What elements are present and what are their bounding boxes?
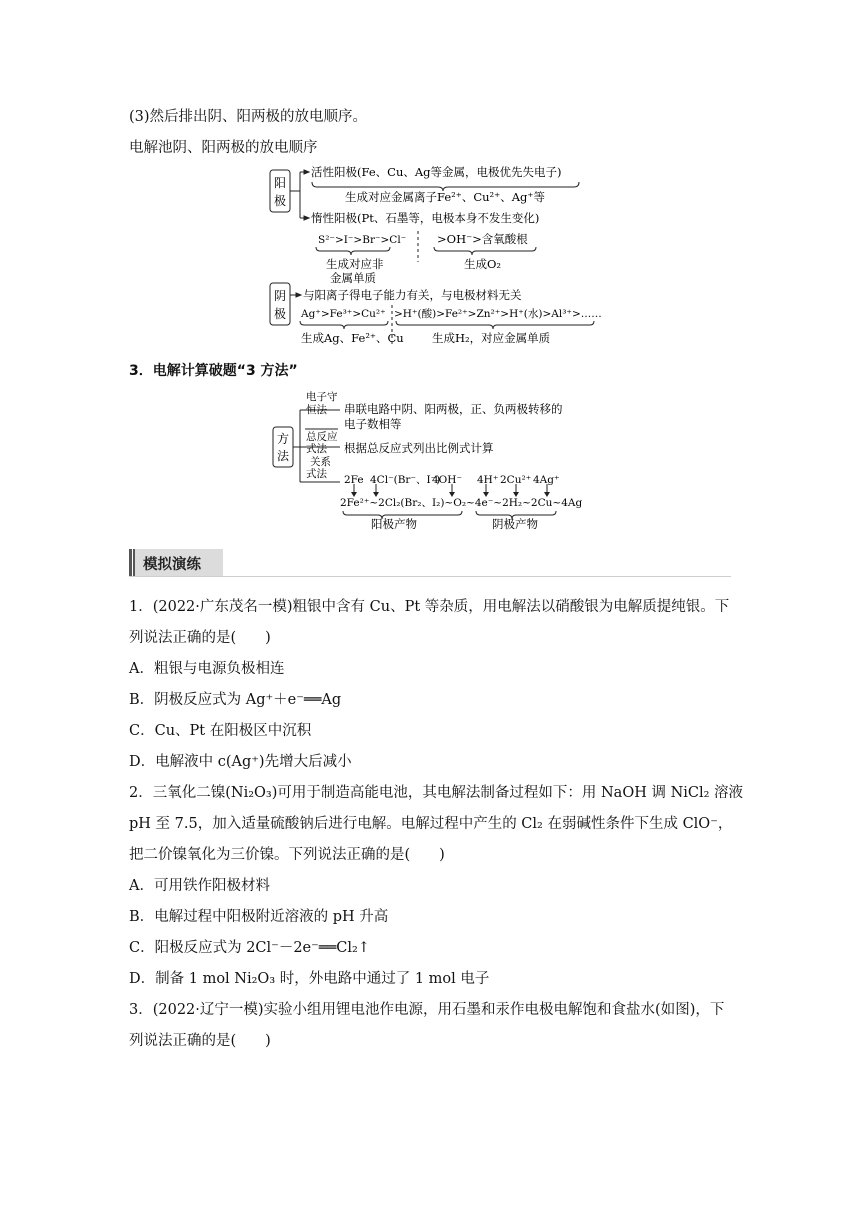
method2-line2: 式法 bbox=[306, 443, 327, 455]
o2-product: 生成O₂ bbox=[464, 257, 502, 271]
chain-top-fe: 2Fe bbox=[344, 474, 364, 486]
q1-option-a: A．粗银与电源负极相连 bbox=[129, 661, 285, 677]
anode-products-label: 阳极产物 bbox=[371, 517, 417, 531]
chain-top-ag: 4Ag⁺ bbox=[533, 474, 560, 486]
method3-line2: 式法 bbox=[306, 468, 327, 480]
section-title: 模拟演练 bbox=[143, 557, 201, 573]
anion-order-rest: >OH⁻>含氧酸根 bbox=[437, 232, 528, 246]
text-discharge-order-title: 电解池阴、阳两极的放电顺序 bbox=[129, 140, 318, 156]
q2-stem-line3: 把二价镍氧化为三价镍。下列说法正确的是( ) bbox=[129, 847, 445, 863]
section-band bbox=[129, 549, 223, 576]
cathode-box-char2: 极 bbox=[274, 307, 287, 321]
active-anode-product: 生成对应金属离子Fe²⁺、Cu²⁺、Ag⁺等 bbox=[345, 190, 545, 204]
q2-option-a: A．可用铁作阳极材料 bbox=[129, 878, 270, 894]
inert-anode: 惰性阳极(Pt、石墨等，电极本身不发生变化) bbox=[311, 211, 540, 225]
section-divider bbox=[129, 576, 731, 577]
method1-desc2: 电子数相等 bbox=[344, 417, 402, 431]
q2-option-d: D．制备 1 mol Ni₂O₃ 时，外电路中通过了 1 mol 电子 bbox=[129, 971, 490, 987]
q3-stem-line2: 列说法正确的是( ) bbox=[129, 1033, 271, 1049]
method2-desc: 根据总反应式列出比例式计算 bbox=[344, 441, 494, 455]
method1-line2: 恒法 bbox=[306, 404, 327, 416]
q1-stem-line2: 列说法正确的是( ) bbox=[129, 630, 271, 646]
method3-line1: 关系 bbox=[310, 456, 331, 468]
chain-top-halide: 4Cl⁻(Br⁻、I⁻) bbox=[370, 474, 441, 486]
calc-methods-diagram bbox=[0, 0, 860, 560]
method-box-char1: 方 bbox=[277, 432, 290, 446]
q2-option-c: C．阳极反应式为 2Cl⁻－2e⁻══Cl₂↑ bbox=[129, 940, 370, 956]
method1-desc1: 串联电路中阴、阳两极，正、负两极转移的 bbox=[344, 402, 563, 416]
active-anode: 活性阳极(Fe、Cu、Ag等金属，电极优先失电子) bbox=[311, 165, 562, 179]
text-step3: (3)然后排出阴、阳两极的放电顺序。 bbox=[129, 109, 368, 125]
cathode-box-char1: 阴 bbox=[274, 289, 287, 303]
h2-product: 生成H₂，对应金属单质 bbox=[432, 331, 551, 345]
nonmetal-line1: 生成对应非 bbox=[326, 257, 384, 271]
q3-stem-line1: 3．(2022·辽宁一模)实验小组用锂电池作电源，用石墨和汞作电极电解饱和食盐水(如图)，下 bbox=[129, 1002, 725, 1018]
section-calc-methods: 3．电解计算破题“3 方法” bbox=[129, 363, 298, 379]
anion-order: S²⁻>I⁻>Br⁻>Cl⁻ bbox=[318, 234, 407, 246]
q2-stem-line1: 2．三氧化二镍(Ni₂O₃)可用于制造高能电池，其电解法制备过程如下：用 NaOH 调 NiCl₂ 溶液 bbox=[129, 785, 744, 801]
q1-option-d: D．电解液中 c(Ag⁺)先增大后减小 bbox=[129, 754, 352, 770]
cathode-rule: 与阳离子得电子能力有关，与电极材料无关 bbox=[303, 288, 522, 302]
q2-option-b: B．电解过程中阳极附近溶液的 pH 升高 bbox=[129, 909, 389, 925]
q1-option-c: C．Cu、Pt 在阳极区中沉积 bbox=[129, 723, 312, 739]
cation-order: Ag⁺>Fe³⁺>Cu²⁺ bbox=[301, 308, 386, 320]
q1-stem-line1: 1．(2022·广东茂名一模)粗银中含有 Cu、Pt 等杂质，用电解法以硝酸银为电解质提纯银。下 bbox=[129, 599, 730, 615]
cation-order-rest: >H⁺(酸)>Fe²⁺>Zn²⁺>H⁺(水)>Al³⁺>…… bbox=[394, 308, 602, 320]
q2-stem-line2: pH 至 7.5，加入适量硫酸钠后进行电解。电解过程中产生的 Cl₂ 在弱碱性条件下生成 ClO⁻， bbox=[129, 816, 733, 832]
method-box-char2: 法 bbox=[277, 449, 290, 463]
cathode-metal-product: 生成Ag、Fe²⁺、Cu bbox=[301, 331, 404, 345]
method1-line1: 电子守 bbox=[306, 391, 338, 403]
q1-option-b: B．阴极反应式为 Ag⁺＋e⁻══Ag bbox=[129, 692, 342, 708]
nonmetal-line2: 金属单质 bbox=[330, 271, 376, 285]
anode-box-char2: 极 bbox=[274, 194, 287, 208]
method2-line1: 总反应 bbox=[306, 431, 338, 443]
cathode-products-label: 阴极产物 bbox=[492, 517, 538, 531]
anode-box-char1: 阳 bbox=[274, 176, 287, 190]
chain-top-cu: 2Cu²⁺ bbox=[500, 474, 532, 486]
relation-chain: 2Fe²⁺~2Cl₂(Br₂、I₂)~O₂~4e⁻~2H₂~2Cu~4Ag bbox=[340, 497, 583, 509]
chain-top-oh: 4OH⁻ bbox=[432, 474, 462, 486]
chain-top-h: 4H⁺ bbox=[477, 474, 499, 486]
